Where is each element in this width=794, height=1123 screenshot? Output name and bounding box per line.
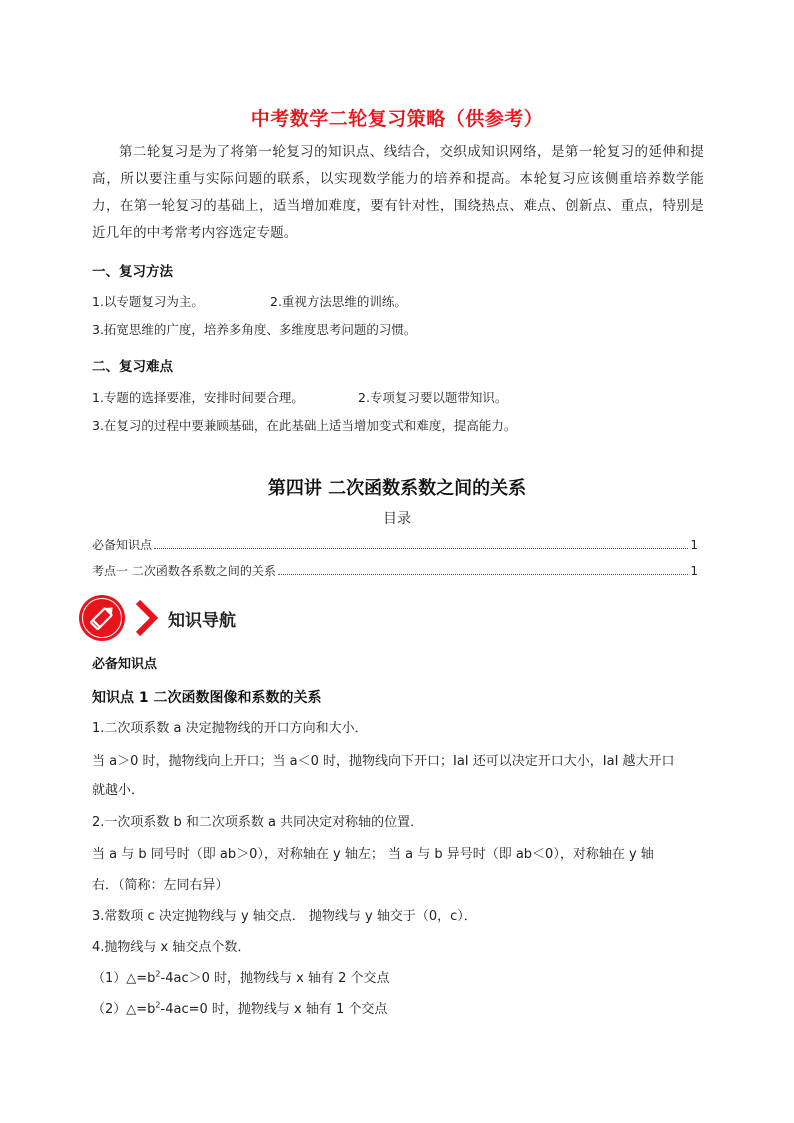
- strategy-intro: 第二轮复习是为了将第一轮复习的知识点、线结合，交织成知识网络，是第一轮复习的延伸和提高，所以要注重与实际问题的联系，以实现数学能力的培养和提高。本轮复习应该侧重培养数学能力，在第一轮复习的基础上，适当增加难度，要有针对性，围绕热点、难点、创新点、重点，特别是近几年的中考常考内容选定专题。: [92, 144, 704, 241]
- toc-leader-dots: [154, 547, 688, 549]
- strategy-title: 中考数学二轮复习策略（供参考）: [250, 108, 544, 130]
- knowledge-heading: 必备知识点: [92, 657, 158, 672]
- knowledge-line-2b: 就越小．: [92, 783, 145, 798]
- knowledge-line-6: 4.抛物线与 x 轴交点个数．: [92, 940, 251, 955]
- chevron-right-icon: [132, 598, 162, 638]
- toc-entry[interactable]: [92, 562, 698, 579]
- toc-leader-dots: [278, 573, 689, 575]
- knowledge-line-4: 当 a 与 b 同号时（即 ab＞0），对称轴在 y 轴左； 当 a 与 b 异号时（即 ab＜0），对称轴在 y 轴: [92, 847, 654, 862]
- toc-entry-page: 1: [690, 538, 698, 552]
- knowledge-line-5: 3.常数项 c 决定抛物线与 y 轴交点． 抛物线与 y 轴交于（0，c）．: [92, 909, 477, 924]
- section2-item2: 2.专项复习要以题带知识。: [358, 390, 508, 405]
- section1-heading: 一、复习方法: [92, 264, 173, 280]
- pencil-icon: [79, 595, 125, 641]
- knowledge-line-2: 当 a＞0 时，抛物线向上开口；当 a＜0 时，抛物线向下开口；IaI 还可以决定开口大小，IaI 越大开口: [92, 754, 675, 769]
- nav-title: 知识导航: [168, 611, 236, 631]
- knowledge-point-title: 知识点 1 二次函数图像和系数的关系: [92, 690, 322, 706]
- section1-item1: 1.以专题复习为主。: [92, 294, 204, 309]
- knowledge-line-4b: 右．（简称：左同右异）: [92, 878, 229, 893]
- knowledge-line-1: 1.二次项系数 a 决定抛物线的开口方向和大小．: [92, 721, 368, 736]
- knowledge-line-8: $(2)\triangle=b^2-4ac=0$ 时，抛物线与 x 轴有 1 个交点: [92, 1000, 388, 1017]
- toc-entry[interactable]: [92, 536, 698, 553]
- knowledge-line-7: $(1)\triangle=b^2-4ac>0$ 时，抛物线与 x 轴有 2 个交点: [92, 969, 390, 986]
- section2-heading: 二、复习难点: [92, 359, 173, 375]
- toc-title: 目录: [383, 511, 411, 527]
- toc-entry-label: 必备知识点: [92, 538, 153, 552]
- knowledge-line-3: 2.一次项系数 b 和二次项系数 a 共同决定对称轴的位置．: [92, 815, 424, 830]
- section2-item3: 3.在复习的过程中要兼顾基础，在此基础上适当增加变式和难度，提高能力。: [92, 418, 517, 433]
- section2-item1: 1.专题的选择要准，安排时间要合理。: [92, 390, 304, 405]
- section1-item2: 2.重视方法思维的训练。: [270, 294, 407, 309]
- toc-entry-page: 1: [690, 564, 698, 578]
- toc-entry-label: 考点一 二次函数各系数之间的关系: [92, 564, 276, 578]
- section1-item3: 3.拓宽思维的广度，培养多角度、多维度思考问题的习惯。: [92, 322, 417, 337]
- lecture-title: 第四讲 二次函数系数之间的关系: [267, 478, 527, 499]
